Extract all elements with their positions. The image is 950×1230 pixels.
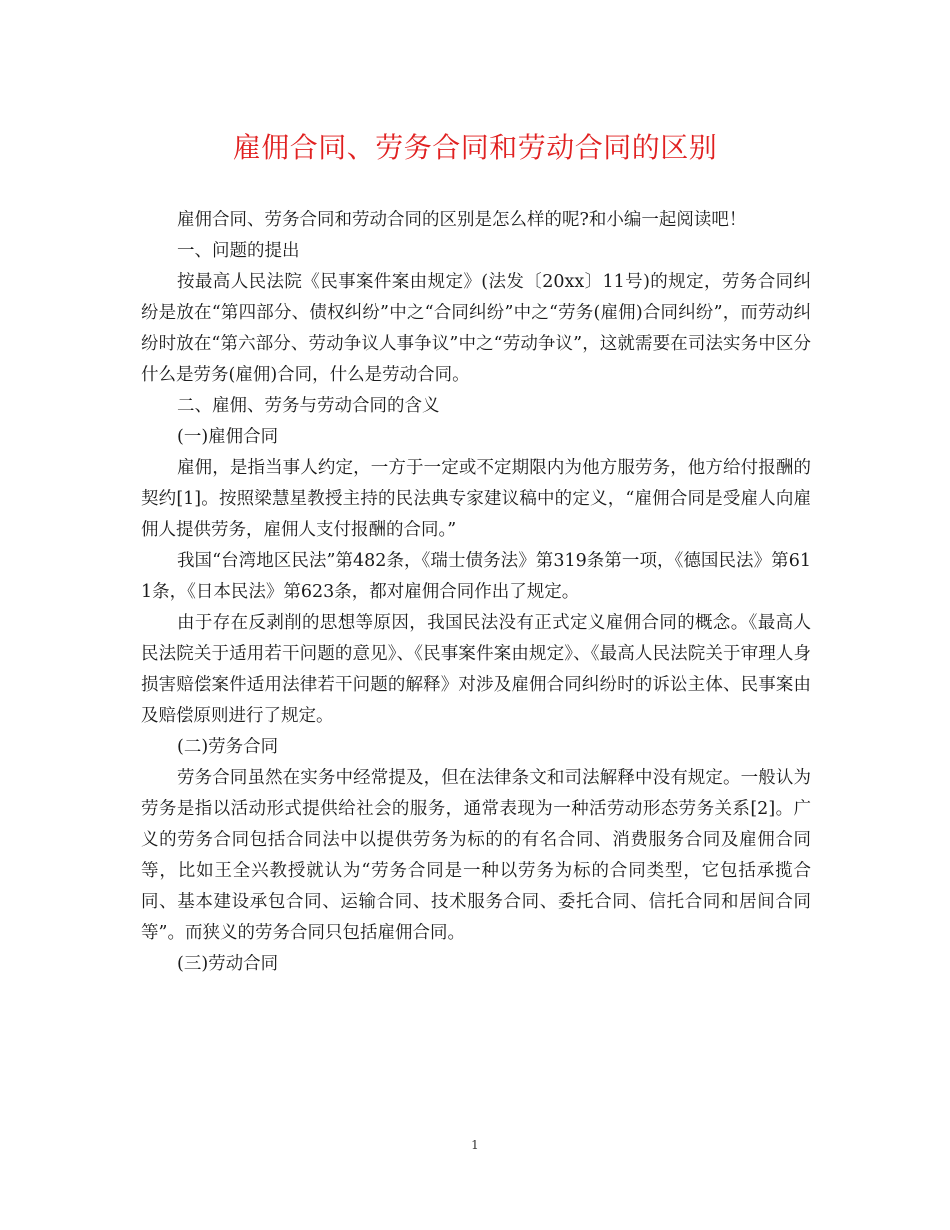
subheading-labor-contract: (三)劳动合同: [177, 954, 279, 974]
body-paragraph: 劳务合同虽然在实务中经常提及，但在法律条文和司法解释中没有规定。一般认为劳务是指以活动形式提供给社会的服务，通常表现为一种活劳动形态劳务关系[2]。广义的劳务合同包括合同法中以提供劳务为标的的有名合同、消费服务合同及雇佣合同等，比如王全兴教授就认为“劳务合同是一种以劳务为标的合同类型，它包括承揽合同、基本建设承包合同、运输合同、技术服务合同、委托合同、信托合同和居间合同等”。而狭义的劳务合同只包括雇佣合同。: [141, 768, 811, 943]
subheading-service-contract: (二)劳务合同: [177, 737, 279, 757]
subheading-employment-contract: (一)雇佣合同: [177, 427, 279, 447]
body-paragraph: 按最高人民法院《民事案件案由规定》(法发〔20xx〕11号)的规定，劳务合同纠纷是放在“第四部分、债权纠纷”中之“合同纠纷”中之“劳务(雇佣)合同纠纷”，而劳动纠纷时放在“第六部分、劳动争议人事争议”中之“劳动争议”，这就需要在司法实务中区分什么是劳务(雇佣)合同，什么是劳动合同。: [141, 272, 811, 385]
body-paragraph: 雇佣，是指当事人约定，一方于一定或不定期限内为他方服劳务，他方给付报酬的契约[1]。按照梁慧星教授主持的民法典专家建议稿中的定义，“雇佣合同是受雇人向雇佣人提供劳务，雇佣人支付报酬的合同。”: [141, 458, 811, 540]
page-number: 1: [471, 1138, 479, 1152]
section-heading-2: 二、雇佣、劳务与劳动合同的含义: [177, 396, 440, 416]
body-paragraph: 我国“台湾地区民法”第482条，《瑞士债务法》第319条第一项，《德国民法》第611条，《日本民法》第623条，都对雇佣合同作出了规定。: [141, 551, 811, 602]
document-title: 雇佣合同、劳务合同和劳动合同的区别: [232, 131, 718, 164]
document-body: [141, 205, 811, 980]
section-heading-1: 一、问题的提出: [177, 241, 300, 261]
body-paragraph: 由于存在反剥削的思想等原因，我国民法没有正式定义雇佣合同的概念。《最高人民法院关于适用若干问题的意见》、《民事案件案由规定》、《最高人民法院关于审理人身损害赔偿案件适用法律若干问题的解释》对涉及雇佣合同纠纷时的诉讼主体、民事案由及赔偿原则进行了规定。: [141, 613, 811, 726]
intro-paragraph: 雇佣合同、劳务合同和劳动合同的区别是怎么样的呢?和小编一起阅读吧！: [177, 210, 747, 230]
